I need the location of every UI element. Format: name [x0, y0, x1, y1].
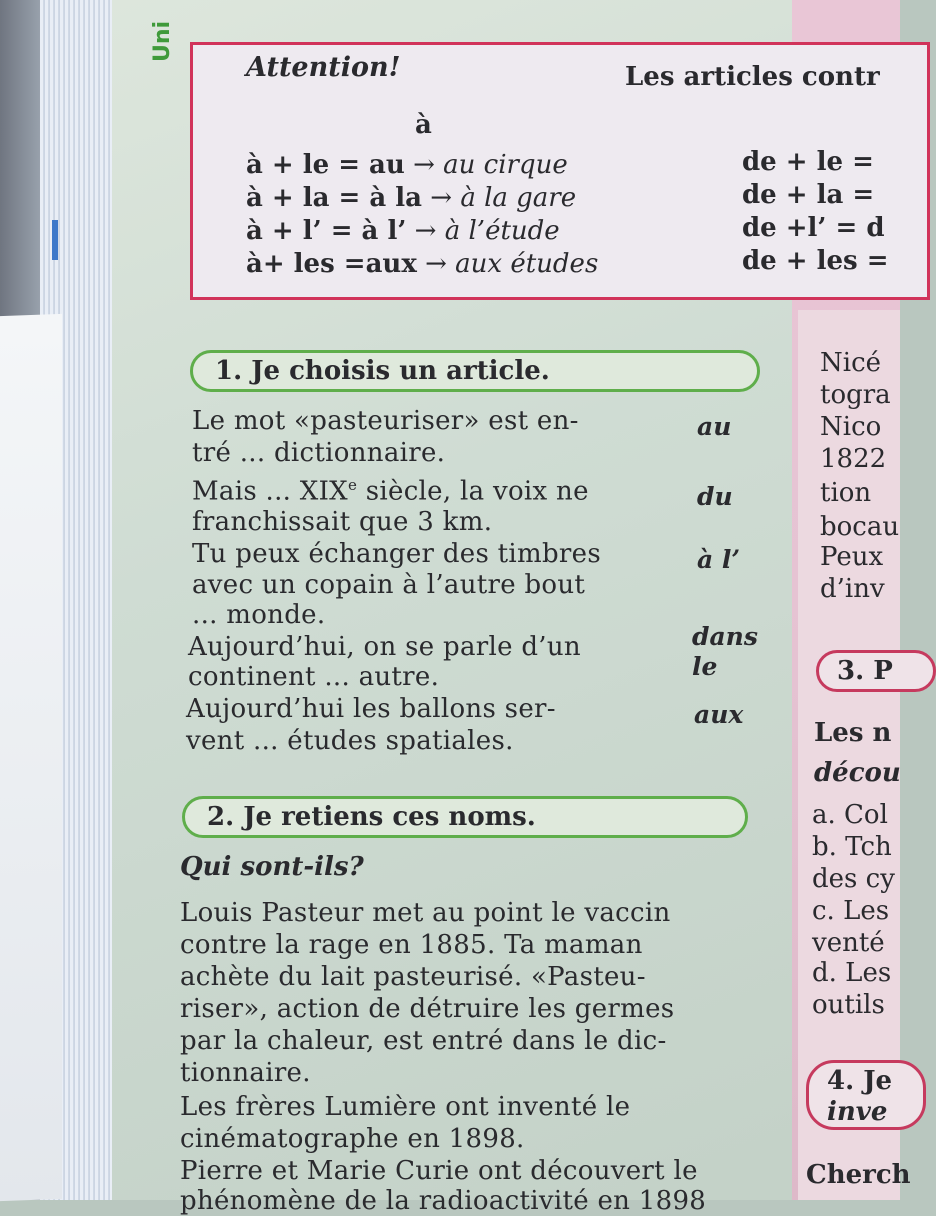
contraction-rule: à+ les =aux → aux études: [246, 249, 599, 279]
exercise-1-title: 1. Je choisis un article.: [215, 356, 550, 386]
right-column-line: b. Tch: [812, 832, 892, 862]
exercise-1-line: ... monde.: [192, 600, 326, 630]
right-column-line: Cherch: [806, 1160, 911, 1190]
right-column-line: outils: [812, 990, 885, 1020]
articles-title: Les articles contr: [625, 62, 880, 92]
exercise-2-subtitle: Qui sont-ils?: [180, 852, 364, 882]
right-column-line: Les n: [814, 718, 892, 748]
de-contraction-rule: de + les =: [742, 246, 889, 276]
right-column-line: Nico: [820, 412, 882, 442]
right-column-line: a. Col: [812, 800, 888, 830]
article-option: le: [692, 652, 718, 681]
article-option: à l’: [697, 545, 741, 574]
exercise-2-title: 2. Je retiens ces noms.: [207, 802, 536, 832]
exercise-2-header: [182, 796, 748, 838]
exercise-1-line: tré ... dictionnaire.: [192, 438, 446, 468]
right-column-line: d. Les: [812, 958, 892, 988]
right-column-line: tion: [820, 478, 872, 508]
paper-insert: [0, 314, 62, 1201]
attention-title: Attention!: [246, 52, 401, 83]
right-column-line: Peux: [820, 542, 884, 572]
preposition-heading: à: [415, 110, 432, 140]
exercise-1-line: Aujourd’hui, on se parle d’un: [188, 632, 581, 662]
bookmark-tab: [52, 220, 58, 260]
unit-label: Uni: [150, 20, 175, 62]
exercise-2-line: par la chaleur, est entré dans le dic-: [180, 1026, 667, 1056]
right-column-line: c. Les: [812, 896, 890, 926]
article-option: aux: [694, 700, 744, 729]
exercise-2-line: phénomène de la radioactivité en 1898: [180, 1186, 707, 1216]
exercise-1-line: Mais ... XIXe siècle, la voix ne: [192, 476, 589, 507]
right-column-line: Nicé: [820, 348, 882, 378]
exercise-2-line: Pierre et Marie Curie ont découvert le: [180, 1156, 698, 1186]
exercise-2-line: Les frères Lumière ont inventé le: [180, 1092, 631, 1122]
exercise-1-line: Le mot «pasteuriser» est en-: [192, 406, 579, 436]
exercise-2-line: riser», action de détruire les germes: [180, 994, 675, 1024]
contraction-rule: à + le = au → au cirque: [246, 150, 568, 180]
exercise-2-line: tionnaire.: [180, 1058, 311, 1088]
exercise-3-header: 3. P: [816, 650, 936, 692]
exercise-4-header: 4. Je inve: [806, 1060, 926, 1130]
article-option: dans: [692, 622, 758, 651]
contraction-rule: à + l’ = à l’ → à l’étude: [246, 216, 560, 246]
right-column-line: bocau: [820, 512, 900, 542]
de-contraction-rule: de + le =: [742, 147, 874, 177]
right-column-line: 1822: [820, 444, 887, 474]
exercise-2-line: Louis Pasteur met au point le vaccin: [180, 898, 671, 928]
de-contraction-rule: de +l’ = d: [742, 213, 885, 243]
exercise-1-line: avec un copain à l’autre bout: [192, 570, 586, 600]
right-column-line: décou: [814, 758, 901, 788]
exercise-1-line: continent ... autre.: [188, 662, 440, 692]
exercise-1-line: Aujourd’hui les ballons ser-: [186, 694, 556, 724]
contraction-rule: à + la = à la → à la gare: [246, 183, 577, 213]
right-column-line: d’inv: [820, 574, 885, 604]
exercise-2-line: contre la rage en 1885. Ta maman: [180, 930, 643, 960]
exercise-2-line: cinématographe en 1898.: [180, 1124, 525, 1154]
right-column-line: togra: [820, 380, 891, 410]
de-contraction-rule: de + la =: [742, 180, 875, 210]
article-option: au: [697, 412, 732, 441]
right-column-line: des cy: [812, 864, 895, 894]
article-option: du: [697, 482, 733, 511]
right-column-line: venté: [812, 928, 885, 958]
exercise-1-line: vent ... études spatiales.: [186, 726, 514, 756]
exercise-1-line: franchissait que 3 km.: [192, 507, 493, 537]
exercise-1-line: Tu peux échanger des timbres: [192, 539, 601, 569]
exercise-2-line: achète du lait pasteurisé. «Pasteu-: [180, 962, 646, 992]
exercise-1-header: [190, 350, 760, 392]
